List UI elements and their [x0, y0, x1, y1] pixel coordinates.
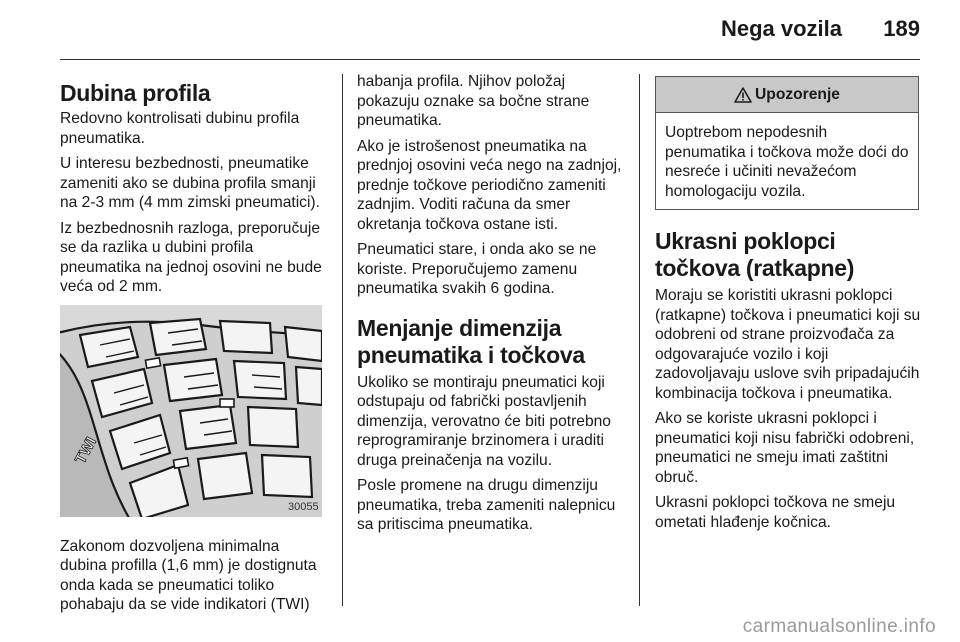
heading-dubina-profila: Dubina profila	[60, 80, 211, 106]
column-1	[60, 60, 330, 621]
paragraph: U interesu bezbednosti, pneumatike zameniti ako se dubina profila smanji na 2-3 mm (4 mm zimski pneumatici).	[60, 155, 320, 211]
column-2	[357, 60, 625, 541]
paragraph: Zakonom dozvoljena minimalna dubina profilla (1,6 mm) je dostignuta onda kada se pneumatici toliko pohabaju da se vide indikatori (TWI)	[60, 537, 317, 613]
paragraph: Moraju se koristiti ukrasni poklopci (ratkapne) točkova i pneumatici koji su odobreni od strane proizvođača za odgovarajuće vozilo i koji zadovoljavaju uslove svih pripadajućih kombinacija točkova i pneumatika.	[655, 287, 921, 402]
paragraph: Redovno kontrolisati dubinu profila pneumatika.	[60, 110, 300, 147]
page-header	[60, 0, 920, 60]
tire-tread-illustration	[60, 305, 322, 517]
paragraph: Ako se koriste ukrasni poklopci i pneumatici koji nisu fabrički odobreni, pneumatici ne smeju imati zaštitni obruč.	[655, 410, 915, 486]
paragraph: Ukrasni poklopci točkova ne smeju ometati hlađenje kočnica.	[655, 494, 896, 531]
warning-title: Upozorenje	[755, 85, 840, 103]
column-divider	[342, 74, 343, 606]
warning-text: Uoptrebom nepodesnih penumatika i točkova može doći do nesreće i učiniti nevažećom homologaciju vozila.	[665, 124, 909, 200]
warning-header	[656, 77, 918, 113]
section-title: Nega vozila	[720, 16, 842, 41]
column-divider	[639, 74, 640, 606]
warning-body	[656, 113, 918, 209]
column-3	[655, 60, 923, 538]
page-number: 189	[883, 16, 920, 41]
warning-triangle-icon	[734, 87, 752, 103]
heading-ukrasni-poklopci: Ukrasni poklopci točkova (ratkapne)	[655, 228, 855, 281]
paragraph: Ukoliko se montiraju pneumatici koji odstupaju od fabrički postavljenih dimenzija, verovatno će biti potrebno reprogramiranje brzinomera i uraditi druga preinačenja na vozilu.	[357, 373, 611, 469]
warning-box	[655, 76, 919, 210]
paragraph: Pneumatici stare, i onda ako se ne koriste. Preporučujemo zamenu pneumatika svakih 6 godina.	[357, 241, 597, 297]
watermark: carmanualsonline.info	[742, 616, 936, 637]
paragraph: Posle promene na drugu dimenziju pneumatika, treba zameniti nalepnicu sa pritiscima pneumatika.	[357, 477, 616, 533]
heading-menjanje-dimenzija: Menjanje dimenzija pneumatika i točkova	[357, 314, 585, 368]
figure-id: 30055	[288, 500, 319, 513]
paragraph: Iz bezbednosnih razloga, preporučuje se da razlika u dubini profila pneumatika na jednoj osovini ne bude veća od 2 mm.	[60, 219, 322, 295]
paragraph: habanja profila. Njihov položaj pokazuju oznake sa bočne strane pneumatika.	[357, 73, 590, 129]
paragraph: Ako je istrošenost pneumatika na prednjoj osovini veća nego na zadnjoj, prednje točkove periodično zameniti zadnjim. Voditi računa da smer okretanja točkova ostane isti.	[357, 137, 622, 233]
twi-marking: TWI	[72, 433, 100, 467]
